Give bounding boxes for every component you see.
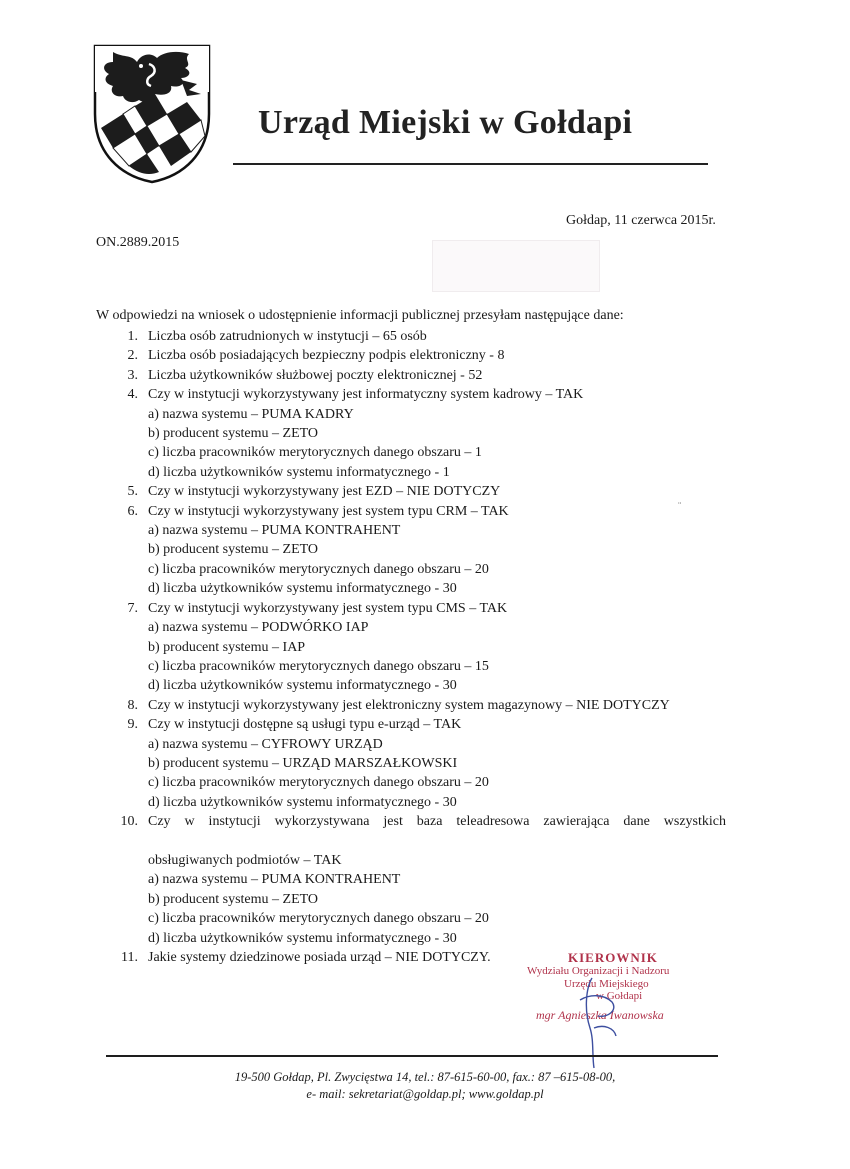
list-item <box>96 346 726 365</box>
sub-list-item: b) producent systemu – ZETO <box>148 426 319 442</box>
item-text: Czy w instytucji dostępne są usługi typu e-urząd – TAK <box>148 717 462 733</box>
item-text: Czy w instytucji wykorzystywany jest system typu CMS – TAK <box>148 600 508 616</box>
sub-list-item: a) nazwa systemu – CYFROWY URZĄD <box>148 736 383 752</box>
sub-list-item: b) producent systemu – IAP <box>148 639 306 655</box>
faded-registration-stamp <box>432 240 600 292</box>
list-item <box>96 715 726 812</box>
stamp-office: Urzędu Miejskiego <box>564 978 649 990</box>
item-text: Liczba użytkowników służbowej poczty elektronicznej - 52 <box>148 367 483 383</box>
item-number: 10. <box>120 814 138 830</box>
header-divider <box>233 163 708 165</box>
sub-list-item: c) liczba pracowników merytorycznych danego obszaru – 1 <box>148 445 482 461</box>
list-item <box>96 696 726 715</box>
letter-intro: W odpowiedzi na wniosek o udostępnienie informacji publicznej przesyłam następujące dane: <box>96 308 624 323</box>
stamp-signatory-name: mgr Agnieszka Iwanowska <box>536 1008 664 1022</box>
list-item <box>96 599 726 696</box>
stamp-title: KIEROWNIK <box>568 950 658 965</box>
sub-list-item: d) liczba użytkowników systemu informatycznego - 30 <box>148 794 457 810</box>
sub-list-item: d) liczba użytkowników systemu informatycznego - 30 <box>148 581 457 597</box>
sub-list <box>148 618 726 696</box>
list-item <box>96 385 726 482</box>
sub-list-item: a) nazwa systemu – PUMA KONTRAHENT <box>148 872 401 888</box>
sub-list-item: d) liczba użytkowników systemu informatycznego - 1 <box>148 464 450 480</box>
list-item <box>96 812 726 948</box>
footer-address: 19-500 Gołdap, Pl. Zwycięstwa 14, tel.: 87-615-60-00, fax.: 87 –615-08-00, <box>234 1070 616 1084</box>
list-item <box>96 327 726 346</box>
item-number: 8. <box>127 697 138 713</box>
item-number: 2. <box>127 348 138 364</box>
sub-list <box>148 735 726 813</box>
sub-list-item: a) nazwa systemu – PODWÓRKO IAP <box>148 620 369 636</box>
list-item <box>96 366 726 385</box>
footer-divider <box>106 1055 718 1057</box>
goldap-coat-of-arms-icon <box>93 44 211 184</box>
sub-list-item: d) liczba użytkowników systemu informatycznego - 30 <box>148 930 457 946</box>
item-text: Czy w instytucji wykorzystywana jest baza teleadresowa zawierająca dane wszystkich <box>148 814 726 830</box>
item-number: 6. <box>127 503 138 519</box>
scan-artifact: ¨ <box>678 501 682 512</box>
office-name-heading: Urząd Miejski w Gołdapi <box>258 104 633 141</box>
item-text: Czy w instytucji wykorzystywany jest elektroniczny system magazynowy – NIE DOTYCZY <box>148 697 670 713</box>
footer-contact: e- mail: sekretariat@goldap.pl; www.goldap.pl <box>306 1087 544 1101</box>
sub-list <box>148 870 726 948</box>
answers-list <box>96 327 726 967</box>
sub-list-item: c) liczba pracowników merytorycznych danego obszaru – 20 <box>148 561 489 577</box>
place-and-date: Gołdap, 11 czerwca 2015r. <box>566 213 716 228</box>
sub-list-item: d) liczba użytkowników systemu informatycznego - 30 <box>148 678 457 694</box>
signature-stamp <box>520 948 720 1058</box>
handwritten-signature-icon <box>520 948 720 1078</box>
sub-list-item: c) liczba pracowników merytorycznych danego obszaru – 15 <box>148 658 489 674</box>
sub-list-item: b) producent systemu – ZETO <box>148 891 319 907</box>
item-text: Czy w instytucji wykorzystywany jest informatyczny system kadrowy – TAK <box>148 387 584 403</box>
item-text: Czy w instytucji wykorzystywany jest system typu CRM – TAK <box>148 503 509 519</box>
stamp-town: w Gołdapi <box>596 990 643 1002</box>
item-text: Liczba osób posiadających bezpieczny podpis elektroniczny - 8 <box>148 348 505 364</box>
item-text-continuation: obsługiwanych podmiotów – TAK <box>148 852 342 868</box>
list-item <box>96 502 726 599</box>
stamp-department: Wydziału Organizacji i Nadzoru <box>527 965 670 977</box>
sub-list-item: a) nazwa systemu – PUMA KONTRAHENT <box>148 523 401 539</box>
item-number: 5. <box>127 484 138 500</box>
item-number: 11. <box>121 950 138 965</box>
sub-list-item: b) producent systemu – URZĄD MARSZAŁKOWSKI <box>148 755 458 771</box>
item-number: 3. <box>127 367 138 383</box>
sub-list-item: c) liczba pracowników merytorycznych danego obszaru – 20 <box>148 775 489 791</box>
reference-number: ON.2889.2015 <box>96 235 180 250</box>
item-text: Liczba osób zatrudnionych w instytucji – 65 osób <box>148 329 427 344</box>
list-item <box>96 482 726 501</box>
item-number: 1. <box>127 329 138 344</box>
sub-list-item: a) nazwa systemu – PUMA KADRY <box>148 406 354 422</box>
item-number: 4. <box>127 387 138 403</box>
sub-list <box>148 521 726 599</box>
sub-list-item: c) liczba pracowników merytorycznych danego obszaru – 20 <box>148 911 489 927</box>
item-number: 9. <box>127 717 138 733</box>
sub-list-item: b) producent systemu – ZETO <box>148 542 319 558</box>
item-number: 7. <box>127 600 138 616</box>
item-text: Jakie systemy dziedzinowe posiada urząd – NIE DOTYCZY. <box>148 950 491 965</box>
item-text: Czy w instytucji wykorzystywany jest EZD – NIE DOTYCZY <box>148 484 501 500</box>
sub-list <box>148 405 726 483</box>
